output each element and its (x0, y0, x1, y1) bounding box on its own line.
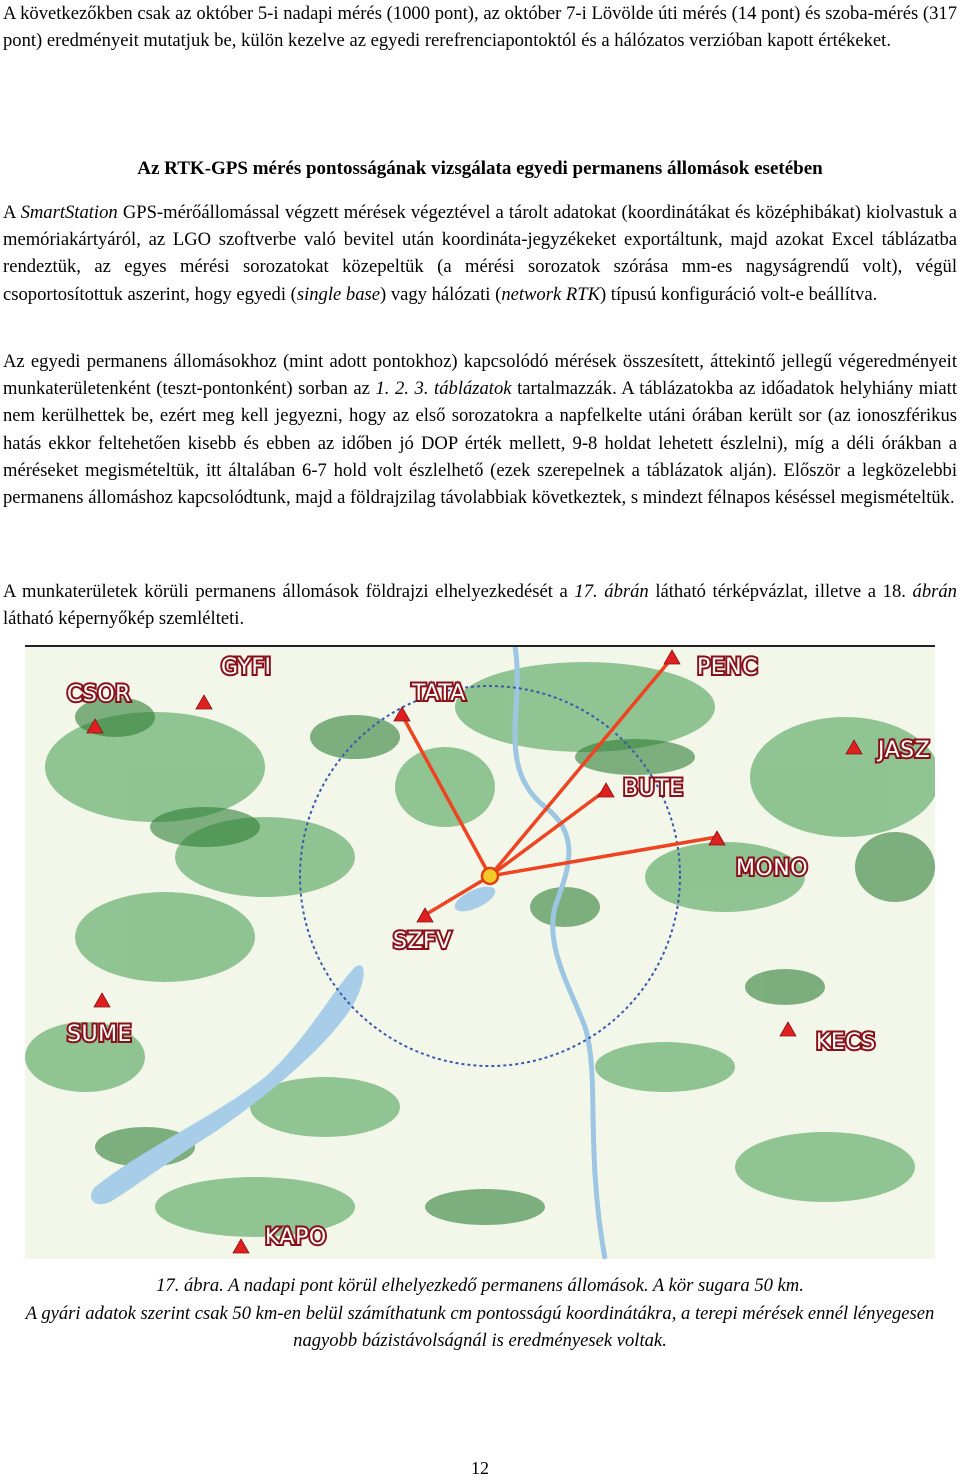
intro-paragraph: A következőkben csak az október 5-i nadapi mérés (1000 pont), az október 7-i Lövölde úti mérés (14 pont) és szoba-mérés (317 pont) eredményeit mutatjuk be, külön kezelve az egyedi rerefrenciapontoktól és a hálózatos verzióban kapott értékeket. (3, 3, 957, 52)
station-marker-icon-tata (394, 707, 410, 721)
station-label-kapo: KAPO (265, 1225, 327, 1250)
method-paragraph: A SmartStation GPS-mérőállomással végzett mérések végeztével a tárolt adatokat (koordinátákat és középhibákat) kiolvastuk a memóriakártyáról, az LGO szoftverbe való bevitel után koordináta-jegyzékeket exportáltunk, majd azokat Excel táblázatba rendeztük, az egyes mérési sorozatokat közepeltük (a mérési sorozatok szórása mm-es nagyságrendű volt), végül csoportosítottuk aszerint, hogy egyedi (single base) vagy hálózati (network RTK) típusú konfiguráció volt-e beállítva. (3, 202, 957, 305)
station-label-sume: SUME (67, 1022, 132, 1047)
station-marker-icon-kecs (780, 1022, 796, 1036)
station-label-bute: BUTE (623, 776, 684, 801)
figure-reference-paragraph: A munkaterületek körüli permanens állomások földrajzi elhelyezkedését a 17. ábrán látható térképvázlat, illetve a 18. ábrán látható képernyőkép szemlélteti. (3, 581, 957, 630)
station-marker-icon-gyfi (196, 695, 212, 709)
station-marker-icon-penc (664, 650, 680, 664)
section-heading: Az RTK-GPS mérés pontosságának vizsgálata egyedi permanens állomások esetében (137, 158, 823, 179)
station-label-mono: MONO (736, 856, 809, 881)
station-label-gyfi: GYFI (221, 655, 272, 680)
station-label-csor: CSOR (67, 682, 131, 707)
station-label-jasz: JASZ (878, 738, 931, 763)
caption-line-2: A gyári adatok szerint csak 50 km-en belül számíthatunk cm pontosságú koordinátákra, a terepi mérések ennél lényegesen nagyobb bázistávolságnál is eredményesek voltak. (25, 1302, 935, 1351)
caption-line-1: 17. ábra. A nadapi pont körül elhelyezkedő permanens állomások. A kör sugara 50 km. (156, 1275, 804, 1296)
station-label-tata: TATA (412, 681, 466, 706)
station-map-svg (25, 647, 935, 1259)
figure-caption (0, 1272, 960, 1355)
results-paragraph: Az egyedi permanens állomásokhoz (mint adott pontokhoz) kapcsolódó mérések összesített, áttekintő jellegű végeredményeit munkaterületenként (teszt-pontonként) sorban az 1. 2. 3. táblázatok tartalmazzák. A táblázatokba az időadatok helyhiány miatt nem kerülhettek be, ezért meg kell jegyezni, hogy az első sorozatokra a napfelkelte utáni órában került sor (az ionoszférikus hatás ekkor feltehetően kisebb és ebben az időben jó DOP érték mellett, 9-8 holdat lehetett észlelni), míg a déli órákban a méréseket megismételtük, itt általában 6-7 hold volt észlelhető (ezek szerepelnek a táblázatok alján). Először a legközelebbi permanens állomáshoz kapcsolódtunk, majd a földrajzilag távolabbiak következtek, s mindezt félnapos késéssel megismételtük. (3, 351, 957, 509)
station-marker-icon-kapo (233, 1239, 249, 1253)
station-label-penc: PENC (697, 655, 758, 680)
station-label-szfv: SZFV (393, 929, 452, 954)
station-map-figure (25, 645, 935, 1259)
center-point-icon (482, 868, 498, 884)
station-marker-icon-sume (94, 993, 110, 1007)
station-label-kecs: KECS (816, 1030, 876, 1055)
page-number: 12 (471, 1458, 489, 1478)
station-marker-icon-bute (598, 783, 614, 797)
